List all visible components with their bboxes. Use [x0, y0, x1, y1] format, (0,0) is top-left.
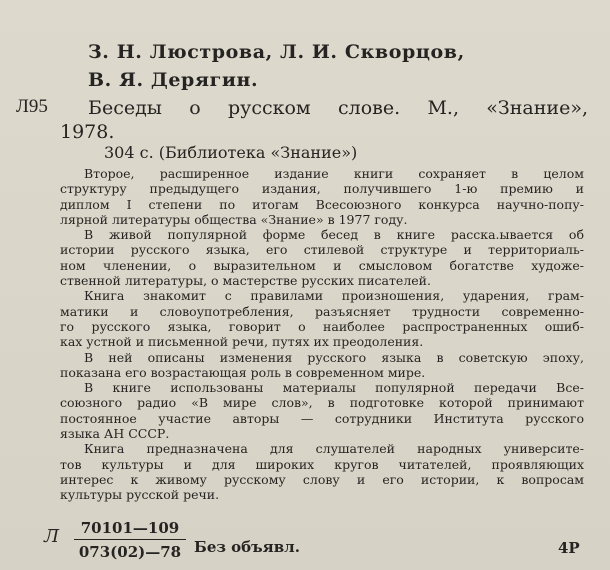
abstract-line: Книга знакомит с правилами произношения, ударения, грам- — [84, 288, 584, 304]
book-title-line-2: 1978. — [60, 121, 115, 143]
abstract-line: го русского языка, говорит о наиболее распространенных ошиб- — [60, 318, 584, 334]
abstract-line: Книга предназначена для слушателей народных университе- — [84, 441, 584, 457]
abstract-line: лярной литературы общества «Знание» в 1977 году. — [60, 211, 408, 227]
index-denominator: 073(02)—78 — [78, 543, 182, 561]
book-title-line-1: Беседы о русском слове. М., «Знание», — [88, 97, 588, 119]
abstract-line: Второе, расширенное издание книги сохраняет в целом — [84, 166, 584, 181]
abstract-line: матики и словоупотребления, разъясняет трудности современно- — [60, 303, 584, 319]
abstract-line: структуру предыдущего издания, получившего 1-ю премию и — [60, 181, 584, 197]
abstract-line: диплом I степени по итогам Всесоюзного конкурса научно-попу- — [60, 196, 584, 212]
pages-and-series: 304 с. (Библиотека «Знание») — [104, 143, 358, 162]
publication-index — [74, 518, 186, 562]
abstract-line: постоянное участие авторы — сотрудники Института русского — [60, 410, 584, 426]
abstract-line: культуры русской речи. — [60, 487, 220, 503]
abstract — [60, 166, 584, 503]
abstract-line: ках устной и письменной речи, путях их преодоления. — [60, 334, 424, 350]
price: 4Р — [558, 539, 580, 557]
abstract-line: ственной литературы, о мастерстве русских писателей. — [60, 273, 431, 289]
authors-line-2: В. Я. Дерягин. — [88, 69, 259, 91]
abstract-line: В ней описаны изменения русского языка в советскую эпоху, — [84, 349, 584, 365]
index-letter: Л — [44, 526, 60, 547]
abstract-line: ном членении, о выразительном и смысловом богатстве художе- — [60, 257, 584, 273]
abstract-line: показана его возрастающая роль в современном мире. — [60, 364, 426, 380]
abstract-line: союзного радио «В мире слов», в подготовке которой принимают — [60, 395, 584, 411]
abstract-line: тов культуры и для широких кругов читателей, проявляющих — [60, 456, 584, 472]
abstract-line: В книге использованы материалы популярной передачи Все- — [84, 380, 584, 396]
authors — [88, 38, 465, 94]
publication-footer — [0, 516, 610, 566]
abstract-line: В живой популярной форме бесед в книге расска.ывается об — [84, 227, 584, 243]
abstract-line: интерес к живому русскому слову и его истории, к вопросам — [60, 471, 584, 487]
announcement-note: Без объявл. — [194, 538, 300, 556]
authors-line-1: З. Н. Люстрова, Л. И. Скворцов, — [88, 41, 465, 63]
index-numerator: 70101—109 — [80, 519, 180, 537]
abstract-line: истории русского языка, его стилевой структуре и территориаль- — [60, 242, 584, 258]
abstract-line: языка АН СССР. — [60, 426, 170, 442]
fraction-bar — [74, 539, 186, 540]
call-number: Л95 — [16, 96, 48, 117]
